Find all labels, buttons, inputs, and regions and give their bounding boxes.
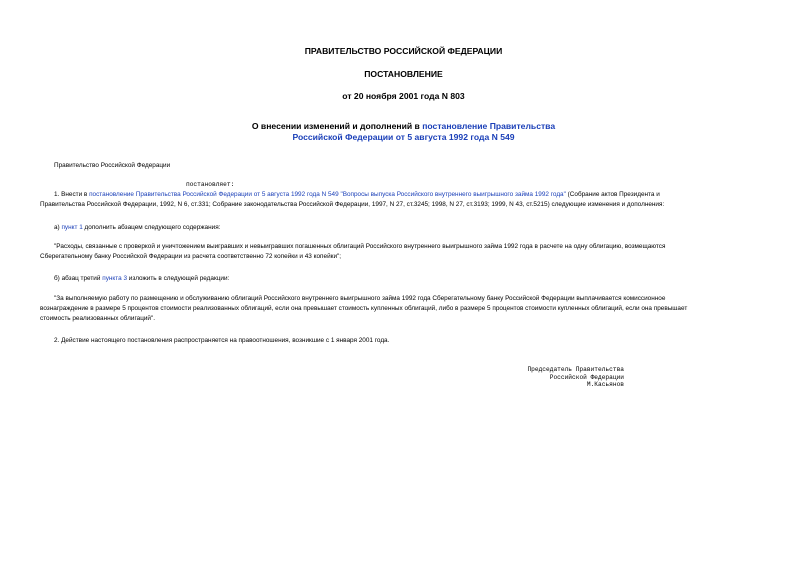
subitem-b-prefix: б) абзац третий (54, 275, 103, 282)
resolves-text: постановляет: (186, 181, 235, 188)
signature-line3: М.Касьянов (586, 381, 624, 389)
subitem-b-quote-line3: стоимость реализованных облигаций". (40, 315, 156, 322)
item1-prefix: 1. Внести в (54, 191, 90, 198)
item1-quote-link[interactable]: "Вопросы выпуска Российского внутреннего выигрышного займа 1992 года" (338, 191, 566, 198)
subitem-a-quote-line2: Сберегательному банку Российской Федерации из расчета соответственно 72 копейки и 43 копейки"; (40, 253, 342, 260)
signature-line1: Председатель Правительства (527, 366, 624, 373)
signature-block (480, 366, 624, 389)
subitem-b-quote-line2: вознаграждение в размере 5 процентов стоимости реализованных облигаций, если она превышает стоимость купленных облигаций, либо в размере 5 процентов стоимости купленных облигаций, если она превышает (40, 305, 688, 312)
item2-text: 2. Действие настоящего постановления распространяется на правоотношения, возникшие с 1 января 2001 года. (54, 337, 390, 344)
title-link-part2[interactable]: Российской Федерации от 5 августа 1992 года N 549 (292, 132, 515, 142)
signature-line2: Российской Федерации (549, 373, 624, 381)
date-number-heading: от 20 ноября 2001 года N 803 (342, 91, 465, 101)
item1-resolution-link[interactable]: постановление Правительства Российской Федерации от 5 августа 1992 года N 549 (89, 191, 339, 198)
subitem-a-quote-line1: "Расходы, связанные с проверкой и уничтожением выигравших и невыигравших погашенных облигаций Российского внутреннего выигрышного займа 1992 года в расчете на одну облигацию, возмещаются (54, 243, 666, 250)
title-link-part1[interactable]: постановление Правительства (422, 121, 556, 131)
point1-link[interactable]: пункт 1 (61, 224, 83, 231)
intro-text: Правительство Российской Федерации (54, 162, 171, 169)
document-type-heading: ПОСТАНОВЛЕНИЕ (364, 69, 443, 79)
subitem-a (54, 223, 220, 233)
item1-line1 (54, 190, 660, 200)
document-title-line1 (0, 121, 807, 132)
subitem-b-quote-line1: "За выполняемую работу по размещению и обслуживанию облигаций Российского внутреннего выигрышного займа 1992 года Сберегательному банку Российской Федерации выплачивается комиссионное (54, 295, 666, 302)
government-heading: ПРАВИТЕЛЬСТВО РОССИЙСКОЙ ФЕДЕРАЦИИ (304, 46, 503, 56)
item1-rest-a: (Собрание актов Президента и (565, 191, 660, 198)
subitem-b-rest: изложить в следующей редакции: (127, 275, 230, 282)
item1-line2: Правительства Российской Федерации, 1992, N 6, ст.331; Собрание законодательства Российской Федерации, 1997, N 27, ст.3245; 1998, N 27, ст.3193; 1999, N 43, ст.5215) следующие изменения и дополнения: (40, 201, 665, 208)
subitem-a-prefix: а) (54, 224, 62, 231)
document-title-line2 (0, 132, 807, 143)
subitem-a-rest: дополнить абзацем следующего содержания: (82, 224, 221, 231)
subitem-b (54, 274, 229, 284)
title-prefix: О внесении изменений и дополнений в (251, 121, 423, 131)
point3-link[interactable]: пункта 3 (102, 275, 128, 282)
